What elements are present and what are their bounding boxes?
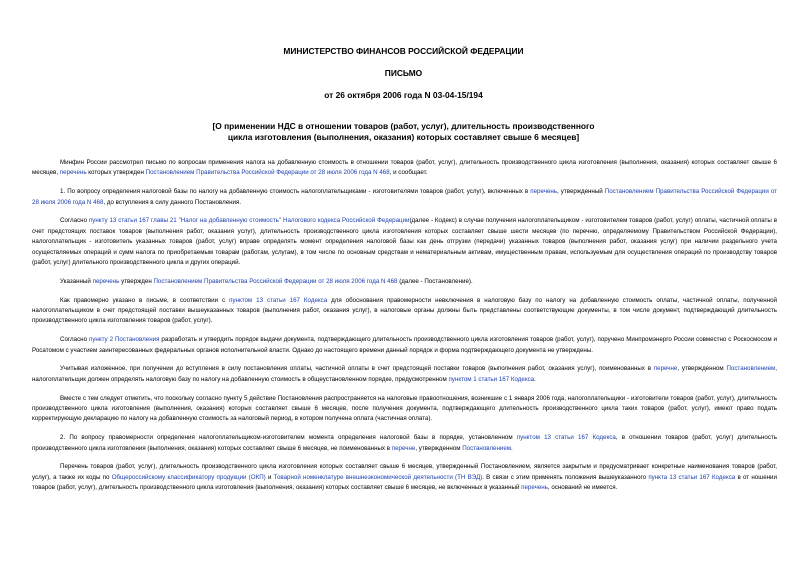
document-link[interactable]: пунктом 1 статьи 167 Кодекса [448,375,535,383]
document-link[interactable]: Постановлением [462,444,512,452]
document-subject [0,121,807,143]
document-link[interactable]: перечень [92,277,120,285]
document-link[interactable]: перечень [59,169,87,177]
paragraph-text: в от ношении товаров (работ, услуг), длительность производственного цикла изготовления (выполнения, оказания) которых составляет свыше 6 месяцев, не включенных в указанный [32,473,777,492]
paragraph-text: Вместе с тем следует отметить, что поскольку согласно пункту 5 действие Постановления распространяется на налоговые правоотношения, возникшие с 1 января 2006 года, налогоплательщики - изготовители товаров (работ, услуг), длительность производственного цикла изготовления (выполнения, оказания) которых составляет свыше 6 месяцев, после получения документа, подтверждающего длительность производственного цикла таких товаров (работ, услуг), имеют право подать корректирующую декларацию по налогу на добавленную стоимость за налоговый период, в котором получена оплата (частичная оплата). [32,394,777,423]
paragraph [32,277,777,287]
document-link[interactable]: пункту 13 статьи 167 главы 21 "Налог на добавленную стоимость" Налогового кодекса Российской Федерации [88,217,410,225]
paragraph-text: , до вступления в силу данного Постановления. [103,198,242,206]
paragraph-text: . В связи с этим применять положения вышеуказанного [482,473,649,481]
document-link[interactable]: Постановлением Правительства Российской Федерации от 28 июля 2006 года N 468 [145,169,390,177]
paragraph [32,394,777,425]
document-body [32,158,777,502]
paragraph-text: которых утвержден [86,169,146,177]
document-link[interactable]: пункту 2 Постановления [88,336,160,344]
paragraph-text: Учитывая изложенное, при получении до вступления в силу постановления оплаты, частичной оплаты в счет предстоящей поставки товаров (выполнения работ, оказания услуг), поименованных в [60,365,654,373]
paragraph [32,462,777,493]
document-link[interactable]: Постановлением Правительства Российской Федерации от 28 июля 2006 года N 468 [153,277,398,285]
paragraph-text: , утвержденном [415,444,463,452]
document-type: ПИСЬМО [384,68,423,78]
subject-line-1: [О применении НДС в отношении товаров (работ, услуг), длительность производственного [212,121,595,131]
paragraph-text: Как правомерно указано в письме, в соответствии с [60,296,230,304]
document-link[interactable]: Товарной номенклатуре внешнеэкономической деятельности (ТН ВЭД) [273,473,483,481]
document-link[interactable]: перечне [653,365,678,373]
paragraph [32,433,777,454]
document-link[interactable]: Постановлением Правительства Российской Федерации от 28 июля 2006 года N 468 [32,188,777,206]
paragraph-text: (далее - Постановление). [397,277,473,285]
document-date-number: от 26 октября 2006 года N 03-04-15/194 [324,90,483,100]
document-link[interactable]: пункта 13 статьи 167 Кодекса [648,473,736,481]
paragraph [32,187,777,208]
paragraph [32,296,777,327]
paragraph-text: разработать и утвердить порядок выдачи документа, подтверждающего длительность производственного цикла изготовления товаров (работ, услуг), поручено Минпромэнерго России совместно с Роскосмосом и Росатомом с участием заинтересованных федеральных органов исполнительной власти. Однако до настоящего времени данный порядок и форма подтверждающего документа не утверждены. [32,336,777,354]
ministry-heading: МИНИСТЕРСТВО ФИНАНСОВ РОССИЙСКОЙ ФЕДЕРАЦИИ [283,46,524,56]
paragraph-text: Согласно [60,217,89,225]
paragraph-text: Минфин России рассмотрел письмо по вопросам применения налога на добавленную стоимость в отношении товаров (работ, услуг), длительность производственного цикла изготовления (выполнения, оказания) которых составляет свыше 6 месяцев, [32,159,777,177]
document-link[interactable]: Постановлением [726,365,776,373]
paragraph-text: , налогоплательщик должен определять налоговую базу по налогу на добавленную стоимость в общеустановленном порядке, предусмотренном [32,365,777,383]
document-link[interactable]: пунктом 13 статьи 167 Кодекса [516,434,616,442]
paragraph-text: Перечень товаров (работ, услуг), длительность производственного цикла изготовления которых составляет свыше 6 месяцев, утвержденный Постановлением, является закрытым и предусматривает конкретные наименования товаров (работ, услуг), а также их коды по [32,463,777,481]
paragraph-text: . [534,375,536,383]
paragraph-text: . [511,444,513,452]
document-link[interactable]: перечень [521,484,548,492]
paragraph-text: для обоснования правомерности невключения в налоговую базу по налогу на добавленную стоимость оплаты, частичной оплаты, полученной налогоплательщиком в счет предстоящей поставки вышеуказанных товаров (выполнения работ, оказания услуг), в налоговые органы должны быть представлены соответствующие документы, в том числе документ, подтверждающий длительность производственного цикла изготовления товаров (работ, услуг). [32,296,777,325]
paragraph-text: утвержден [119,277,154,285]
paragraph-text: , утвержденный [557,188,605,196]
paragraph-text: , утвержденном [677,365,727,373]
document-link[interactable]: перечень [530,188,558,196]
paragraph-text: (далее - Кодекс) в случае получения налогоплательщиком - изготовителем товаров (работ, услуг) оплаты, частичной оплаты в счет предстоящих поставок товаров (выполнения работ, оказания услуг), длительность производственного цикла изготовления которых составляет свыше шести месяцев (по перечню, определяемому Правительством Российской Федерации), налогоплательщик - изготовитель указанных товаров (работ, услуг) вправе определять момент определения налоговой базы как день отгрузки (передачи) указанных товаров (выполнения работ, оказания услуг) при наличии раздельного учета осуществляемых операций и сумм налога по приобретаемым товарам (работам, услугам), в том числе по основным средствам и нематериальным активам, имущественным правам, используемым для осуществления операций по производству товаров (работ, услуг) длительного производственного цикла и других операций. [32,217,777,267]
paragraph [32,364,777,385]
paragraph [32,158,777,179]
paragraph-text: Указанный [60,277,93,285]
paragraph [32,335,777,356]
paragraph-text: Согласно [60,336,89,344]
paragraph-text: , оснований не имеется. [547,484,618,492]
subject-line-2: цикла изготовления (выполнения, оказания) которых составляет свыше 6 месяцев] [227,132,580,142]
paragraph-text: 2. По вопросу правомерности определения налогоплательщиком-изготовителем момента определения налоговой базы в порядке, установленном [60,434,517,442]
document-link[interactable]: Общероссийскому классификатору продукции (ОКП) [111,473,266,481]
paragraph-text: , в отношении товаров (работ, услуг) длительность производственного цикла изготовления (выполнения, оказания) которых составляет свыше 6 месяцев, не поименованных в [32,434,777,452]
paragraph-text: и [265,473,274,481]
document-link[interactable]: пунктом 13 статьи 167 Кодекса [229,296,328,304]
paragraph-text: , и сообщает. [389,169,428,177]
paragraph-text: 1. По вопросу определения налоговой базы по налогу на добавленную стоимость налогоплательщиками - изготовителями товаров (работ, услуг), включенных в [60,188,531,196]
paragraph [32,216,777,268]
document-link[interactable]: перечне [391,444,416,452]
